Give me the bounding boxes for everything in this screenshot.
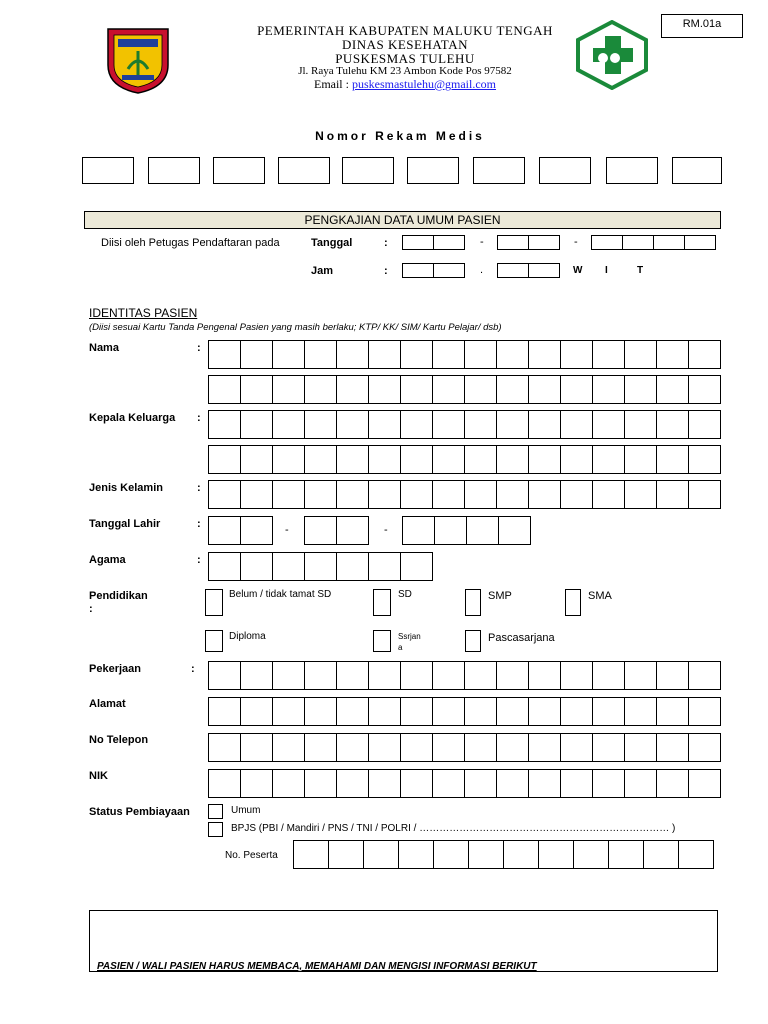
- no-peserta-boxes[interactable]: [293, 840, 713, 869]
- header-address: Jl. Raya Tulehu KM 23 Ambon Kode Pos 97582: [298, 65, 512, 77]
- pendidikan-pasca-label: Pascasarjana: [488, 632, 555, 644]
- tanggal-label: Tanggal: [311, 237, 353, 249]
- kepala-keluarga-boxes-row1[interactable]: [208, 410, 720, 439]
- status-pembiayaan-label: Status Pembiayaan: [89, 806, 190, 818]
- pendidikan-colon: :: [89, 603, 93, 615]
- email-label: Email :: [313, 77, 352, 91]
- tanggal-lahir-year[interactable]: [402, 516, 530, 545]
- jam-label: Jam: [311, 265, 334, 277]
- tanggal-lahir-month[interactable]: [304, 516, 368, 545]
- tanggal-lahir-day[interactable]: [208, 516, 272, 545]
- nama-boxes-row2[interactable]: [208, 375, 720, 404]
- colon: :: [197, 554, 201, 566]
- pendidikan-smp-checkbox[interactable]: [465, 589, 481, 616]
- pekerjaan-boxes[interactable]: [208, 661, 720, 690]
- colon: :: [191, 663, 195, 675]
- header-line1: PEMERINTAH KABUPATEN MALUKU TENGAH: [257, 23, 553, 38]
- section-title: PENGKAJIAN DATA UMUM PASIEN: [304, 213, 501, 227]
- pekerjaan-label: Pekerjaan: [89, 663, 141, 675]
- nik-label: NIK: [89, 770, 108, 782]
- colon: :: [197, 518, 201, 530]
- header-line3: PUSKESMAS TULEHU: [335, 51, 475, 66]
- wit-i: I: [605, 265, 608, 276]
- district-logo: [104, 25, 172, 95]
- nrm-box[interactable]: [342, 157, 394, 184]
- dash: -: [285, 524, 289, 536]
- no-telepon-boxes[interactable]: [208, 733, 720, 762]
- agama-boxes[interactable]: [208, 552, 432, 581]
- pendidikan-label: Pendidikan: [89, 590, 148, 602]
- umum-label: Umum: [231, 805, 261, 816]
- dash: -: [574, 236, 578, 248]
- tanggal-day[interactable]: [402, 235, 464, 250]
- nama-label: Nama: [89, 342, 119, 354]
- tanggal-year[interactable]: [591, 235, 715, 250]
- dash: -: [384, 524, 388, 536]
- pendidikan-sarjana-checkbox[interactable]: [373, 630, 391, 652]
- agama-label: Agama: [89, 554, 126, 566]
- header-line2: DINAS KESEHATAN: [342, 37, 468, 52]
- nrm-box[interactable]: [278, 157, 330, 184]
- pendidikan-sd-label: SD: [398, 589, 412, 600]
- header-email-line: [180, 77, 630, 92]
- jenis-kelamin-boxes[interactable]: [208, 480, 720, 509]
- nrm-box[interactable]: [539, 157, 591, 184]
- pendidikan-sma-label: SMA: [588, 590, 612, 602]
- pendidikan-sd-checkbox[interactable]: [373, 589, 391, 616]
- nrm-box[interactable]: [672, 157, 722, 184]
- pendidikan-diploma-checkbox[interactable]: [205, 630, 223, 652]
- pendidikan-belum-label: Belum / tidak tamat SD: [229, 589, 332, 600]
- nrm-box[interactable]: [148, 157, 200, 184]
- pendidikan-diploma-label: Diploma: [229, 631, 266, 642]
- jam-minute[interactable]: [497, 263, 559, 278]
- colon: :: [384, 237, 388, 249]
- jenis-kelamin-label: Jenis Kelamin: [89, 482, 163, 494]
- jam-hour[interactable]: [402, 263, 464, 278]
- form-code: RM.01a: [682, 18, 722, 30]
- tanggal-lahir-label: Tanggal Lahir: [89, 518, 161, 530]
- pendidikan-sarjana-label-1: Ssrjan: [398, 632, 421, 641]
- bpjs-checkbox[interactable]: [208, 822, 223, 837]
- pendidikan-sma-checkbox[interactable]: [565, 589, 581, 616]
- pendidikan-belum-checkbox[interactable]: [205, 589, 223, 616]
- nrm-box[interactable]: [407, 157, 459, 184]
- nomor-rekam-medis-title: Nomor Rekam Medis: [315, 129, 485, 143]
- wit-w: W: [573, 265, 583, 276]
- dot: .: [480, 264, 484, 276]
- tanggal-month[interactable]: [497, 235, 559, 250]
- pendidikan-smp-label: SMP: [488, 590, 512, 602]
- umum-checkbox[interactable]: [208, 804, 223, 819]
- pendidikan-sarjana-label-2: a: [398, 643, 403, 652]
- bpjs-label: BPJS (PBI / Mandiri / PNS / TNI / POLRI / ………………………………………………………………… ): [231, 823, 676, 834]
- health-cross-logo: [575, 20, 649, 90]
- nrm-box[interactable]: [606, 157, 658, 184]
- no-telepon-label: No Telepon: [89, 734, 149, 746]
- dash: -: [480, 236, 484, 248]
- nrm-box[interactable]: [213, 157, 265, 184]
- email-link[interactable]: puskesmastulehu@gmail.com: [351, 77, 497, 91]
- colon: :: [197, 412, 201, 424]
- colon: :: [197, 342, 201, 354]
- colon: :: [384, 265, 388, 277]
- identitas-title: IDENTITAS PASIEN: [89, 306, 198, 320]
- notice-text: PASIEN / WALI PASIEN HARUS MEMBACA, MEMAHAMI DAN MENGISI INFORMASI BERIKUT: [97, 961, 537, 972]
- nrm-box[interactable]: [82, 157, 134, 184]
- colon: :: [197, 482, 201, 494]
- kepala-keluarga-label: Kepala Keluarga: [89, 412, 176, 424]
- identitas-note: (Diisi sesuai Kartu Tanda Pengenal Pasien yang masih berlaku; KTP/ KK/ SIM/ Kartu Pelajar/ dsb): [89, 322, 502, 333]
- alamat-boxes[interactable]: [208, 697, 720, 726]
- nrm-box[interactable]: [473, 157, 525, 184]
- wit-t: T: [637, 265, 644, 276]
- alamat-label: Alamat: [89, 698, 126, 710]
- kepala-keluarga-boxes-row2[interactable]: [208, 445, 720, 474]
- nik-boxes[interactable]: [208, 769, 720, 798]
- no-peserta-label: No. Peserta: [225, 850, 278, 861]
- nama-boxes-row1[interactable]: [208, 340, 720, 369]
- filled-by-text: Diisi oleh Petugas Pendaftaran pada: [101, 237, 280, 249]
- pendidikan-pasca-checkbox[interactable]: [465, 630, 481, 652]
